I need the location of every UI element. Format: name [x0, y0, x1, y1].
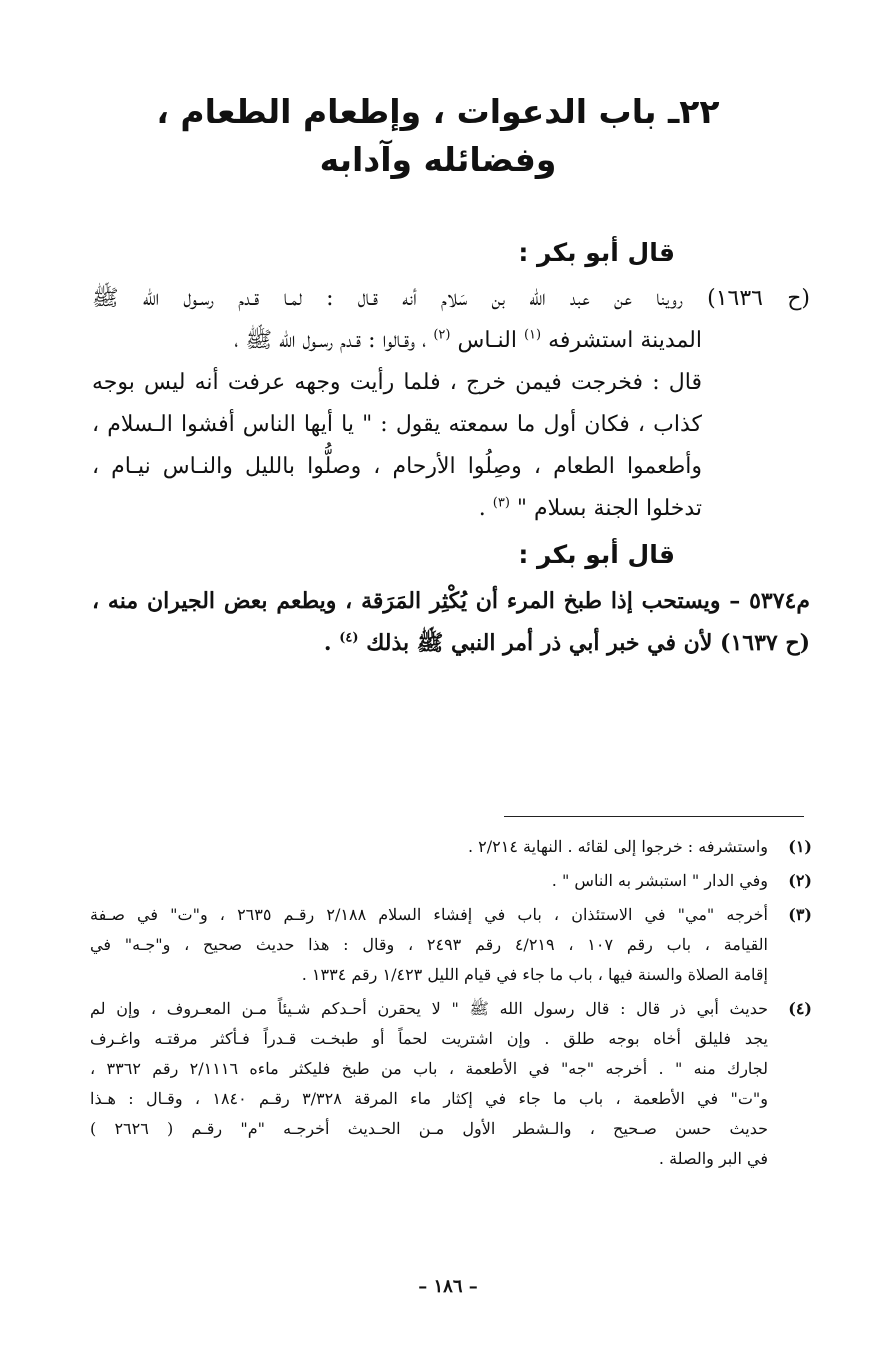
footnote-number: (٤): [788, 999, 812, 1018]
footnote-line: وفي الدار " استبشر به الناس " .: [551, 871, 768, 890]
footnote-text: [90, 900, 768, 990]
page-number: – ١٨٦ –: [418, 1276, 478, 1297]
footnotes: [90, 832, 812, 1178]
footnote: [90, 900, 812, 990]
hadith-line: كذاب ، فكان أول ما سمعته يقول : " يا أيها الناس أفشوا الـسلام ،: [92, 412, 702, 437]
hadith-text: (ح ١٦٣٧) لأن في خبر أبي ذر أمر النبي ﷺ بذلك: [366, 630, 810, 656]
section-heading: قال أبو بكر :: [518, 540, 675, 569]
footnote: [90, 832, 812, 862]
hadith-text: النـاس: [457, 328, 517, 353]
footnote-number: (١): [788, 837, 812, 856]
footnote-line: أخرجه "مي" في الاستئذان ، باب في إفشاء السلام ٢/١٨٨ رقـم ٢٦٣٥ ، و"ت" في صـفة: [90, 905, 769, 924]
footnote: [90, 866, 812, 896]
footnote-line: إقامة الصلاة والسنة فيها ، باب ما جاء في قيام الليل ١/٤٢٣ رقم ١٣٣٤ .: [301, 965, 768, 984]
footnote-number: (٢): [788, 871, 812, 890]
footnote-line: في البر والصلة .: [658, 1149, 768, 1168]
footnote-ref[interactable]: (٤): [339, 630, 359, 646]
hadith-line: قال : فخرجت فيمن خرج ، فلما رأيت وجهه عرفت أنه ليس بوجه: [92, 370, 702, 395]
footnote-divider: [504, 816, 804, 817]
chapter-title: ٢٢ـ باب الدعوات ، وإطعام الطعام ، وفضائله وآدابه: [156, 92, 720, 179]
footnote-text: [90, 832, 768, 862]
footnote-text: [90, 994, 768, 1174]
footnote: [90, 994, 812, 1174]
footnote-ref[interactable]: (١): [523, 327, 542, 343]
section-heading: قال أبو بكر :: [518, 238, 675, 267]
footnote-ref[interactable]: (٣): [492, 495, 510, 511]
footnote-line: واستشرفه : خرجوا إلى لقائه . النهاية ٢/٢١٤ .: [467, 837, 768, 856]
footnote-ref[interactable]: (٢): [433, 327, 451, 343]
hadith-line: (ح ١٦٣٦) روينا عن عبد الله بن سَلام أنه قـال : لمـا قـدم رسـول الله ﷺ: [92, 286, 810, 311]
hadith-line: وأطعموا الطعام ، وصِلُوا الأرحام ، وصلُّوا بالليل والنـاس نيـام ،: [92, 454, 702, 479]
hadith-text: .: [323, 630, 332, 656]
hadith-text: ، وقـالوا : قـدم رسـول الله ﷺ ،: [234, 328, 427, 353]
footnote-number: (٣): [788, 905, 812, 924]
footnote-line: القيامة ، باب رقم ١٠٧ ، ٤/٢١٩ رقم ٢٤٩٣ ، وقال : هذا حديث صحيح ، و"جـه" في: [90, 935, 768, 954]
hadith-line: م٥٣٧٤ – ويستحب إذا طبخ المرء أن يُكْثِر المَرَقة ، ويطعم بعض الجيران منه ،: [92, 588, 810, 614]
footnote-line: حديث أبي ذر قال : قال رسول الله ﷺ " لا يحقرن أحـدكم شـيئاً مـن المعـروف ، وإن لم: [90, 999, 768, 1018]
hadith-text: .: [478, 496, 486, 521]
hadith-line: [92, 488, 810, 530]
footnote-line: لجارك منه " . أخرجه "جه" في الأطعمة ، باب من طبخ فليكثر ماءه ٢/١١١٦ رقم ٣٣٦٢ ،: [90, 1059, 769, 1078]
hadith-text: تدخلوا الجنة بسلام ": [516, 496, 702, 521]
hadith-line: [92, 622, 810, 664]
footnote-line: يجد فليلق أخاه بوجه طلق . وإن اشتريت لحماً أو طبخـت قـدراً فـأكثر مرقتـه واغـرف: [90, 1029, 768, 1048]
hadith-text: المدينة استشرفه: [548, 328, 702, 353]
footnote-text: [90, 866, 768, 896]
hadith-line: [92, 320, 810, 362]
footnote-line: و"ت" في الأطعمة ، باب ما جاء في إكثار ماء المرقة ٣/٣٢٨ رقـم ١٨٤٠ ، وقـال : هـذا: [90, 1089, 768, 1108]
footnote-line: حديث حسن صـحيح ، والـشطر الأول مـن الحـديث أخرجـه "م" رقـم ( ٢٦٢٦ ): [90, 1119, 768, 1138]
main-text: [92, 228, 810, 664]
